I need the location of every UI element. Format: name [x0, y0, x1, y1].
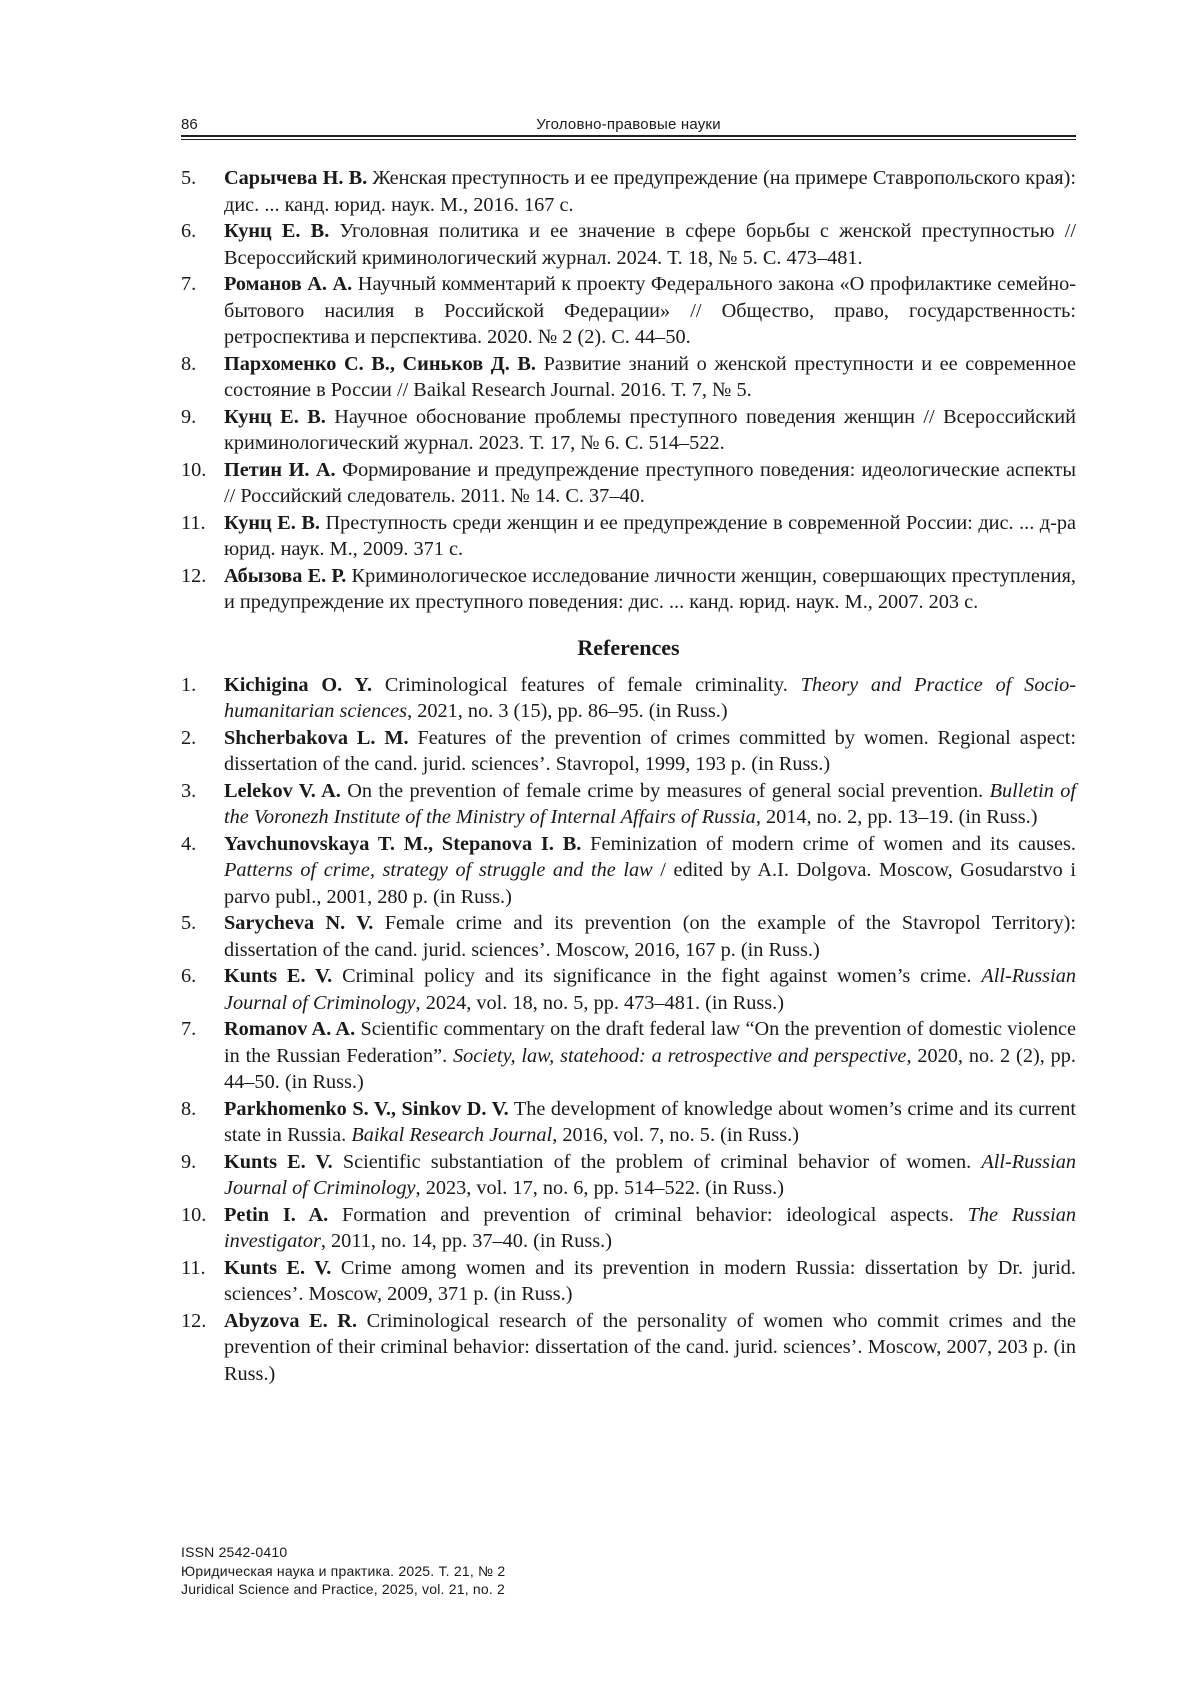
references-heading: References: [577, 634, 680, 660]
list-item: 4. Yavchunovskaya T. M., Stepanova I. B. Feminization of modern crime of women and its causes. Patterns of crime, strategy of struggle and the law / edited by A.I. Dolgova. Moscow, Gosudarstvo i parvo publ., 2001, 280 p. (in Russ.): [181, 832, 1076, 908]
list-item: 10. Petin I. A. Formation and prevention of criminal behavior: ideological aspects. The Russian investigator, 2011, no. 14, pp. 37–40. (in Russ.): [181, 1203, 1076, 1252]
list-item: 8. Пархоменко С. В., Синьков Д. В. Развитие знаний о женской преступности и ее современное состояние в России // Baikal Research Journal. 2016. Т. 7, № 5.: [181, 352, 1076, 401]
list-item: 12. Абызова Е. Р. Криминологическое исследование личности женщин, совершающих преступления, и предупреждение их преступного поведения: дис. ... канд. юрид. наук. М., 2007. 203 с.: [181, 564, 1076, 613]
list-item: 11. Кунц Е. В. Преступность среди женщин и ее предупреждение в современной России: дис. ... д-ра юрид. наук. М., 2009. 371 с.: [181, 511, 1076, 560]
page-header: [181, 112, 1076, 136]
list-item: 6. Кунц Е. В. Уголовная политика и ее значение в сфере борьбы с женской преступностью // Всероссийский криминологический журнал. 2024. Т. 18, № 5. С. 473–481.: [181, 220, 1076, 269]
list-item: 2. Shcherbakova L. M. Features of the prevention of crimes committed by women. Regional aspect: dissertation of the cand. jurid. sciences’. Stavropol, 1999, 193 p. (in Russ.): [181, 726, 1077, 775]
list-item: 6. Kunts E. V. Criminal policy and its significance in the fight against women’s crime. All-Russian Journal of Criminology, 2024, vol. 18, no. 5, pp. 473–481. (in Russ.): [181, 965, 1076, 1014]
list-item: 11. Kunts E. V. Crime among women and its prevention in modern Russia: dissertation by Dr. jurid. sciences’. Moscow, 2009, 371 p. (in Russ.): [181, 1256, 1076, 1305]
list-item: 5. Сарычева Н. В. Женская преступность и ее предупреждение (на примере Ставропольского края): дис. ... канд. юрид. наук. М., 2016. 167 с.: [181, 167, 1076, 216]
page-number: 86: [181, 116, 198, 133]
list-item: 7. Романов А. А. Научный комментарий к проекту Федерального закона «О профилактике семейно-бытового насилия в Российской Федерации» // Общество, право, государственность: ретроспектива и перспектива. 2020. № 2 (2). С. 44–50.: [181, 273, 1076, 348]
russian-reference-list: [181, 165, 1076, 616]
list-item: 9. Кунц Е. В. Научное обоснование проблемы преступного поведения женщин // Всероссийский криминологический журнал. 2023. Т. 17, № 6. С. 514–522.: [181, 405, 1076, 454]
header-rule-thick: [181, 135, 1076, 137]
list-item: 9. Kunts E. V. Scientific substantiation of the problem of criminal behavior of women. All-Russian Journal of Criminology, 2023, vol. 17, no. 6, pp. 514–522. (in Russ.): [181, 1150, 1076, 1199]
list-item: 8. Parkhomenko S. V., Sinkov D. V. The development of knowledge about women’s crime and its current state in Russia. Baikal Research Journal, 2016, vol. 7, no. 5. (in Russ.): [181, 1097, 1076, 1146]
list-item: 7. Romanov A. A. Scientific commentary on the draft federal law “On the prevention of domestic violence in the Russian Federation”. Society, law, statehood: a retrospective and perspective, 2020, no. 2 (2), pp. 44–50. (in Russ.): [181, 1018, 1076, 1093]
main-content: [181, 165, 1076, 1387]
running-title: Уголовно-правовые науки: [536, 116, 721, 133]
list-item: 3. Lelekov V. A. On the prevention of female crime by measures of general social prevention. Bulletin of the Voronezh Institute of the Ministry of Internal Affairs of Russia, 2014, no. 2, pp. 13–19. (in Russ.): [181, 779, 1077, 828]
page-footer: [181, 1543, 505, 1599]
journal-citation-ru: Юридическая наука и практика. 2025. Т. 21, № 2: [181, 1562, 506, 1579]
journal-citation-en: Juridical Science and Practice, 2025, vol. 21, no. 2: [181, 1581, 506, 1597]
list-item: 5. Sarycheva N. V. Female crime and its prevention (on the example of the Stavropol Territory): dissertation of the cand. jurid. sciences’. Moscow, 2016, 167 p. (in Russ.): [181, 912, 1076, 961]
issn: ISSN 2542-0410: [181, 1544, 288, 1560]
list-item: 12. Abyzova E. R. Criminological research of the personality of women who commit crimes and the prevention of their criminal behavior: dissertation of the cand. jurid. sciences’. Moscow, 2007, 203 p. (in Russ.): [181, 1309, 1076, 1385]
english-reference-list: [181, 672, 1076, 1388]
list-item: 1. Kichigina O. Y. Criminological features of female criminality. Theory and Practice of Socio-humanitarian sciences, 2021, no. 3 (15), pp. 86–95. (in Russ.): [181, 673, 1076, 722]
header-rule-thin: [181, 139, 1076, 140]
list-item: 10. Петин И. А. Формирование и предупреждение преступного поведения: идеологические аспекты // Российский следователь. 2011. № 14. С. 37–40.: [181, 458, 1076, 507]
